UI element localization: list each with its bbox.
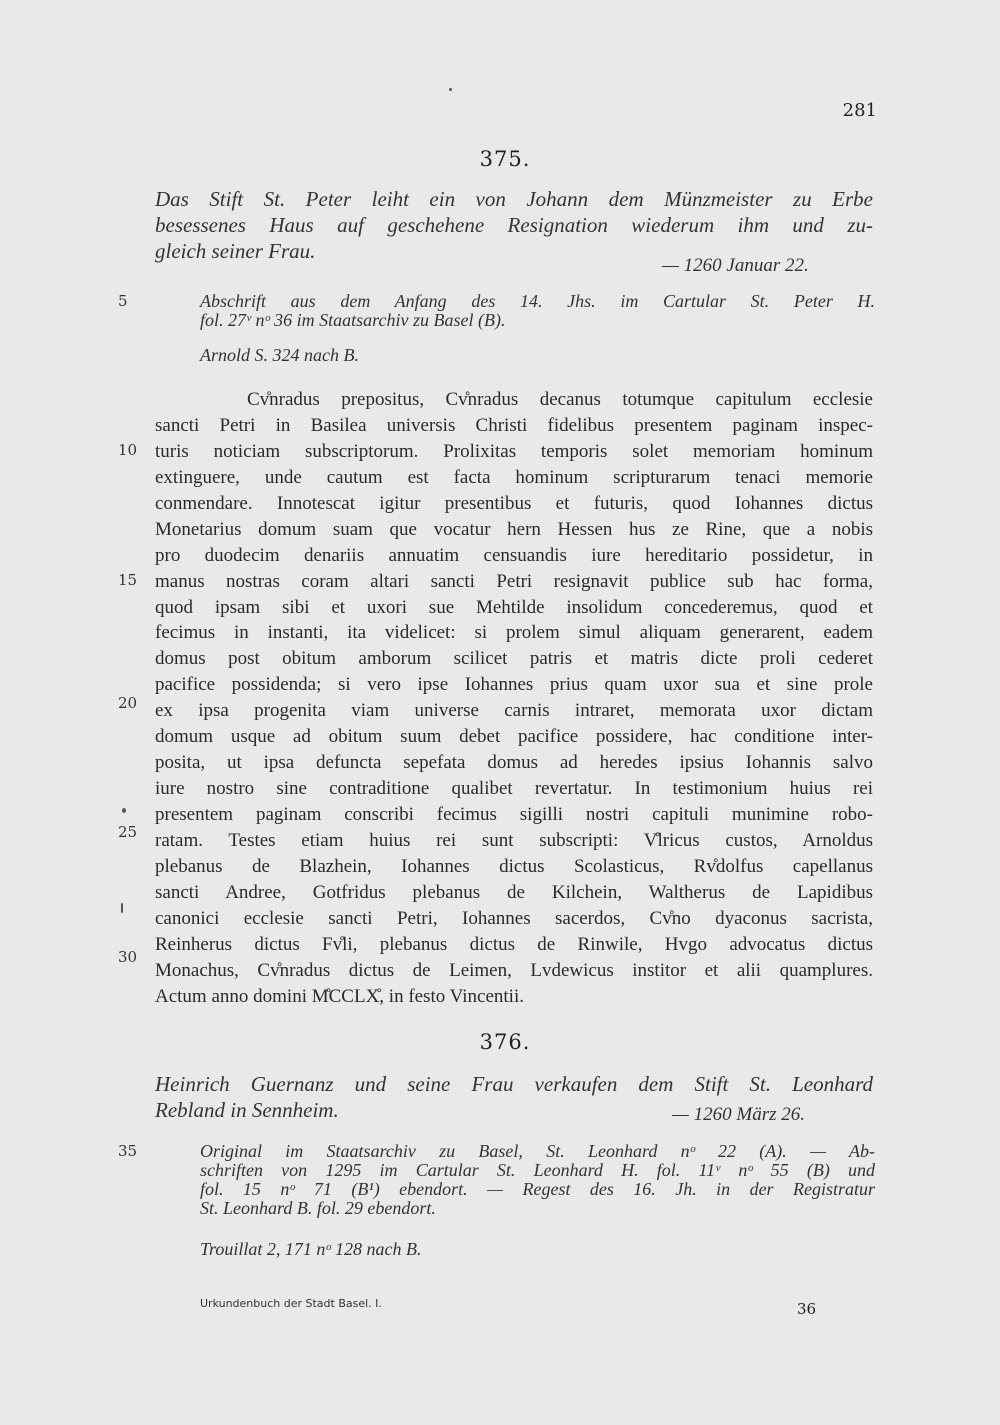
heading-line: besessenes Haus auf geschehene Resignation wiederum ihm und zu- (155, 213, 873, 237)
text-line: Reinherus dictus Fv̊li, plebanus dictus de Rinwile, Hvgo advocatus dictus (155, 933, 873, 955)
page-number: 281 (842, 100, 877, 121)
document-number-376: 376. (479, 1030, 531, 1054)
document-date-376: — 1260 März 26. (672, 1104, 806, 1125)
text-line: domus post obitum amborum scilicet patris et matris dicte proli cederet (155, 648, 873, 670)
text-line: conmendare. Innotescat igitur presentibus et futuris, quod Iohannes dictus (155, 492, 873, 514)
text-line: Monetarius domum suam que vocatur hern Hessen hus ze Rine, que a nobis (155, 518, 873, 540)
text-line: quod ipsam sibi et uxori sue Mehtilde insolidum concederemus, quod et (155, 596, 873, 618)
text-line: plebanus de Blazhein, Iohannes dictus Scolasticus, Rv̊dolfus capellanus (155, 855, 873, 877)
text-line: pacifice possidenda; si vero ipse Iohannes prius quam uxor sua et sine prole (155, 674, 873, 696)
line-number-5: 5 (118, 292, 128, 310)
line-number-30: 30 (118, 948, 138, 966)
heading-line: gleich seiner Frau. (155, 239, 316, 263)
text-line: ratam. Testes etiam huius rei sunt subscripti: V̊lricus custos, Arnoldus (155, 829, 873, 851)
scan-speck (122, 808, 126, 813)
line-number-35: 35 (118, 1142, 138, 1160)
source-note-376 (200, 1142, 875, 1218)
text-line: ex ipsa progenita viam universe carnis intraret, memorata uxor dictam (155, 700, 873, 722)
document-number-375: 375. (479, 147, 531, 171)
text-line: Cv̊nradus prepositus, Cv̊nradus decanus totumque capitulum ecclesie (247, 389, 873, 410)
text-line: pro duodecim denariis annuatim censuandis iure hereditario possidetur, in (155, 544, 873, 566)
scan-speck (449, 88, 452, 91)
source-line: schriften von 1295 im Cartular St. Leonhard H. fol. 11ᵛ nᵒ 55 (B) und (200, 1160, 875, 1180)
text-line: presentem paginam conscribi fecimus sigilli nostri capituli munimine robo- (155, 804, 873, 825)
document-date-375: — 1260 Januar 22. (662, 255, 809, 276)
footer-title: Urkundenbuch der Stadt Basel. I. (200, 1297, 382, 1310)
text-line: fecimus in instanti, ita videlicet: si prolem simul aliquam generarent, eadem (155, 622, 873, 644)
heading-line: Rebland in Sennheim. (155, 1098, 339, 1122)
edition-note-376: Trouillat 2, 171 nᵒ 128 nach B. (200, 1239, 422, 1259)
source-line: Original im Staatsarchiv zu Basel, St. Leonhard nᵒ 22 (A). — Ab- (200, 1141, 875, 1161)
text-line: Actum anno domini M̊CCLX̊, in festo Vincentii. (155, 985, 524, 1007)
document-heading-375 (155, 186, 873, 264)
line-number-10: 10 (118, 441, 138, 459)
source-line: fol. 27ᵛ nᵒ 36 im Staatsarchiv zu Basel (B). (200, 310, 506, 330)
edition-note-375: Arnold S. 324 nach B. (200, 345, 359, 365)
text-line: iure nostro sine contraditione qualibet revertatur. In testimonium huius rei (155, 778, 873, 800)
text-line: sancti Petri in Basilea universis Christi fidelibus presentem paginam inspec- (155, 414, 873, 436)
text-line: posita, ut ipsa defuncta sepefata domus ad heredes ipsius Iohannis salvo (155, 752, 873, 774)
text-line: manus nostras coram altari sancti Petri resignavit publice sub hac forma, (155, 570, 873, 592)
sheet-signature: 36 (797, 1300, 817, 1318)
line-number-25: 25 (118, 823, 138, 841)
scan-speck (121, 903, 123, 913)
heading-line: Das Stift St. Peter leiht ein von Johann dem Münzmeister zu Erbe (155, 187, 873, 211)
line-number-15: 15 (118, 571, 138, 589)
source-line: fol. 15 nᵒ 71 (B¹) ebendort. — Regest des 16. Jh. in der Registratur (200, 1179, 875, 1199)
text-line: sancti Andree, Gotfridus plebanus de Kilchein, Waltherus de Lapidibus (155, 881, 873, 903)
line-number-20: 20 (118, 694, 138, 712)
text-line: turis noticiam subscriptorum. Prolixitas temporis solet memoriam hominum (155, 440, 873, 462)
source-line: Abschrift aus dem Anfang des 14. Jhs. im Cartular St. Peter H. (200, 291, 875, 311)
text-line: Monachus, Cv̊nradus dictus de Leimen, Lvdewicus institor et alii quamplures. (155, 959, 873, 981)
text-line: extinguere, unde cautum est facta hominum scripturarum tenaci memorie (155, 466, 873, 488)
heading-line: Heinrich Guernanz und seine Frau verkaufen dem Stift St. Leonhard (155, 1072, 873, 1096)
text-line: domum usque ad obitum suum debet pacifice possidere, hac conditione inter- (155, 726, 873, 748)
source-line: St. Leonhard B. fol. 29 ebendort. (200, 1198, 436, 1218)
charter-text-375 (155, 387, 873, 1010)
source-note-375 (200, 292, 875, 330)
text-line: canonici ecclesie sancti Petri, Iohannes sacerdos, Cv̊no dyaconus sacrista, (155, 907, 873, 929)
